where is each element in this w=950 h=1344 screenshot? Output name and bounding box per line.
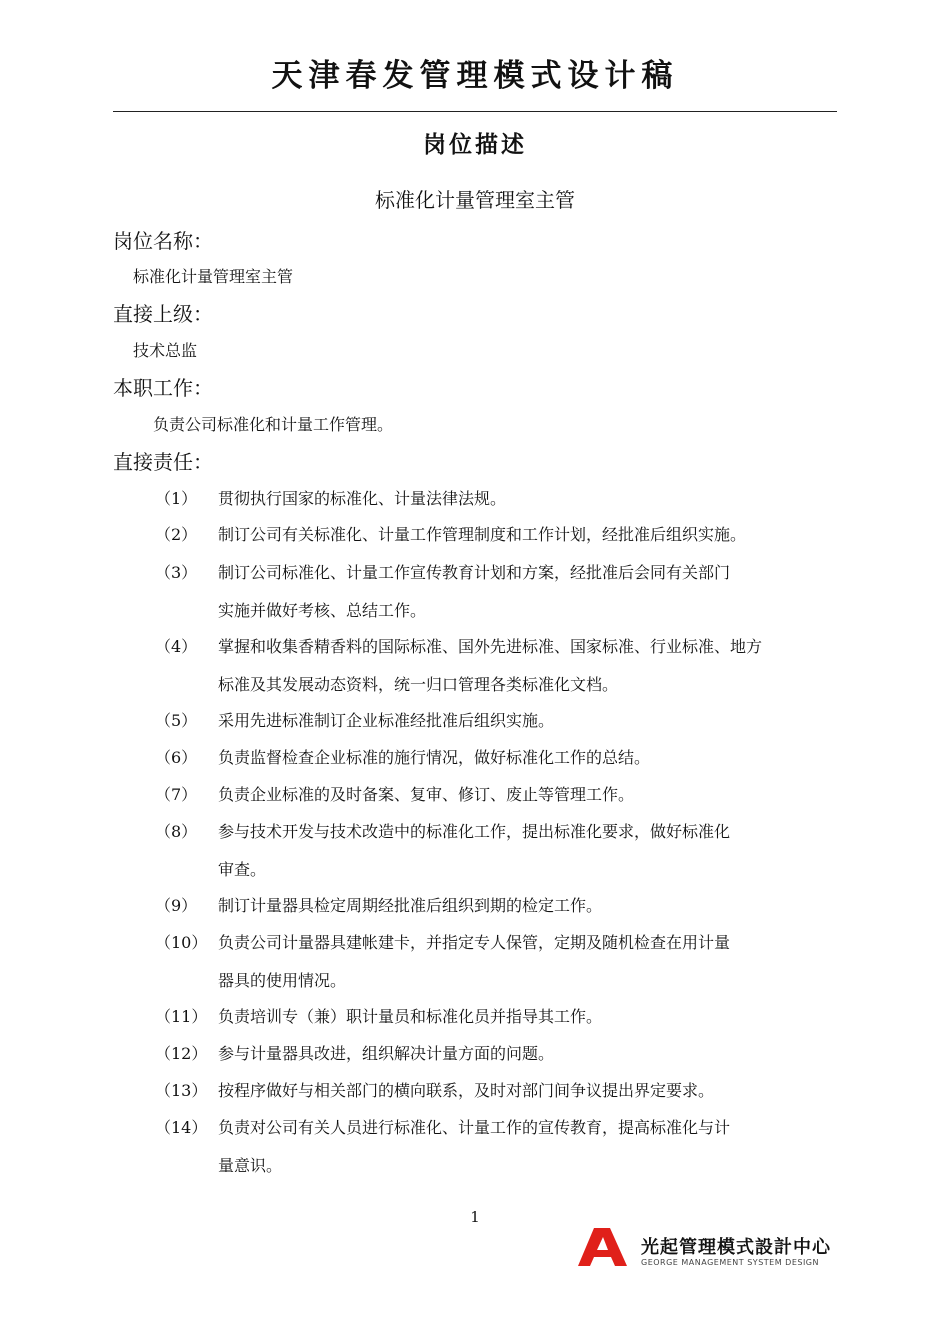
duty-number: （7） [155, 785, 198, 804]
duty-number: （12） [155, 1044, 208, 1063]
duty-number: （10） [155, 933, 208, 952]
duty-text: 制订计量器具检定周期经批准后组织到期的检定工作。 [218, 896, 603, 915]
duty-number: （11） [155, 1007, 208, 1026]
duty-number: （9） [155, 896, 198, 915]
duty-text: 器具的使用情况。 [218, 971, 347, 990]
duty-text: 参与技术开发与技术改造中的标准化工作，提出标准化要求，做好标准化 [218, 822, 731, 841]
duty-text: 实施并做好考核、总结工作。 [218, 601, 427, 620]
logo-a-icon [575, 1228, 635, 1270]
duty-text: 负责监督检查企业标准的施行情况，做好标准化工作的总结。 [218, 748, 651, 767]
duty-number: （3） [155, 563, 198, 582]
duty-number: （2） [155, 525, 198, 544]
duty-number: （4） [155, 637, 198, 656]
duty-number: （13） [155, 1081, 208, 1100]
duties-label: 直接责任： [113, 450, 213, 474]
duty-text: 制订公司标准化、计量工作宣传教育计划和方案，经批准后会同有关部门 [218, 563, 731, 582]
main-work-value: 负责公司标准化和计量工作管理。 [153, 415, 394, 434]
page-number: 1 [470, 1208, 480, 1226]
header-rule [113, 111, 837, 112]
duty-text: 审查。 [218, 860, 267, 879]
main-work-label: 本职工作： [113, 376, 213, 400]
duty-number: （14） [155, 1118, 208, 1137]
logo-english-name: GEORGE MANAGEMENT SYSTEM DESIGN [641, 1258, 819, 1267]
position-name-label: 岗位名称： [113, 229, 213, 253]
document-type: 岗位描述 [423, 132, 527, 158]
superior-label: 直接上级： [113, 302, 213, 326]
duty-number: （8） [155, 822, 198, 841]
superior-value: 技术总监 [133, 341, 198, 360]
duty-number: （1） [155, 489, 198, 508]
duty-text: 负责企业标准的及时备案、复审、修订、废止等管理工作。 [218, 785, 635, 804]
duty-text: 负责对公司有关人员进行标准化、计量工作的宣传教育，提高标准化与计 [218, 1118, 731, 1137]
duty-text: 按程序做好与相关部门的横向联系，及时对部门间争议提出界定要求。 [218, 1081, 715, 1100]
duty-text: 贯彻执行国家的标准化、计量法律法规。 [218, 489, 507, 508]
header-title: 天津春发管理模式设计稿 [271, 58, 679, 94]
logo-chinese-name: 光起管理模式設計中心 [641, 1237, 831, 1258]
duty-text: 参与计量器具改进，组织解决计量方面的问题。 [218, 1044, 555, 1063]
duty-text: 负责培训专（兼）职计量员和标准化员并指导其工作。 [218, 1007, 603, 1026]
duty-text: 负责公司计量器具建帐建卡，并指定专人保管，定期及随机检查在用计量 [218, 933, 731, 952]
duty-text: 掌握和收集香精香料的国际标准、国外先进标准、国家标准、行业标准、地方 [218, 637, 763, 656]
duty-text: 制订公司有关标准化、计量工作管理制度和工作计划，经批准后组织实施。 [218, 525, 747, 544]
duty-text: 标准及其发展动态资料，统一归口管理各类标准化文档。 [218, 675, 619, 694]
duty-number: （5） [155, 711, 198, 730]
duty-text: 量意识。 [218, 1156, 283, 1175]
company-logo [575, 1228, 840, 1270]
duty-number: （6） [155, 748, 198, 767]
duty-text: 采用先进标准制订企业标准经批准后组织实施。 [218, 711, 555, 730]
position-name-value: 标准化计量管理室主管 [133, 267, 294, 286]
document-subtitle: 标准化计量管理室主管 [375, 188, 575, 212]
